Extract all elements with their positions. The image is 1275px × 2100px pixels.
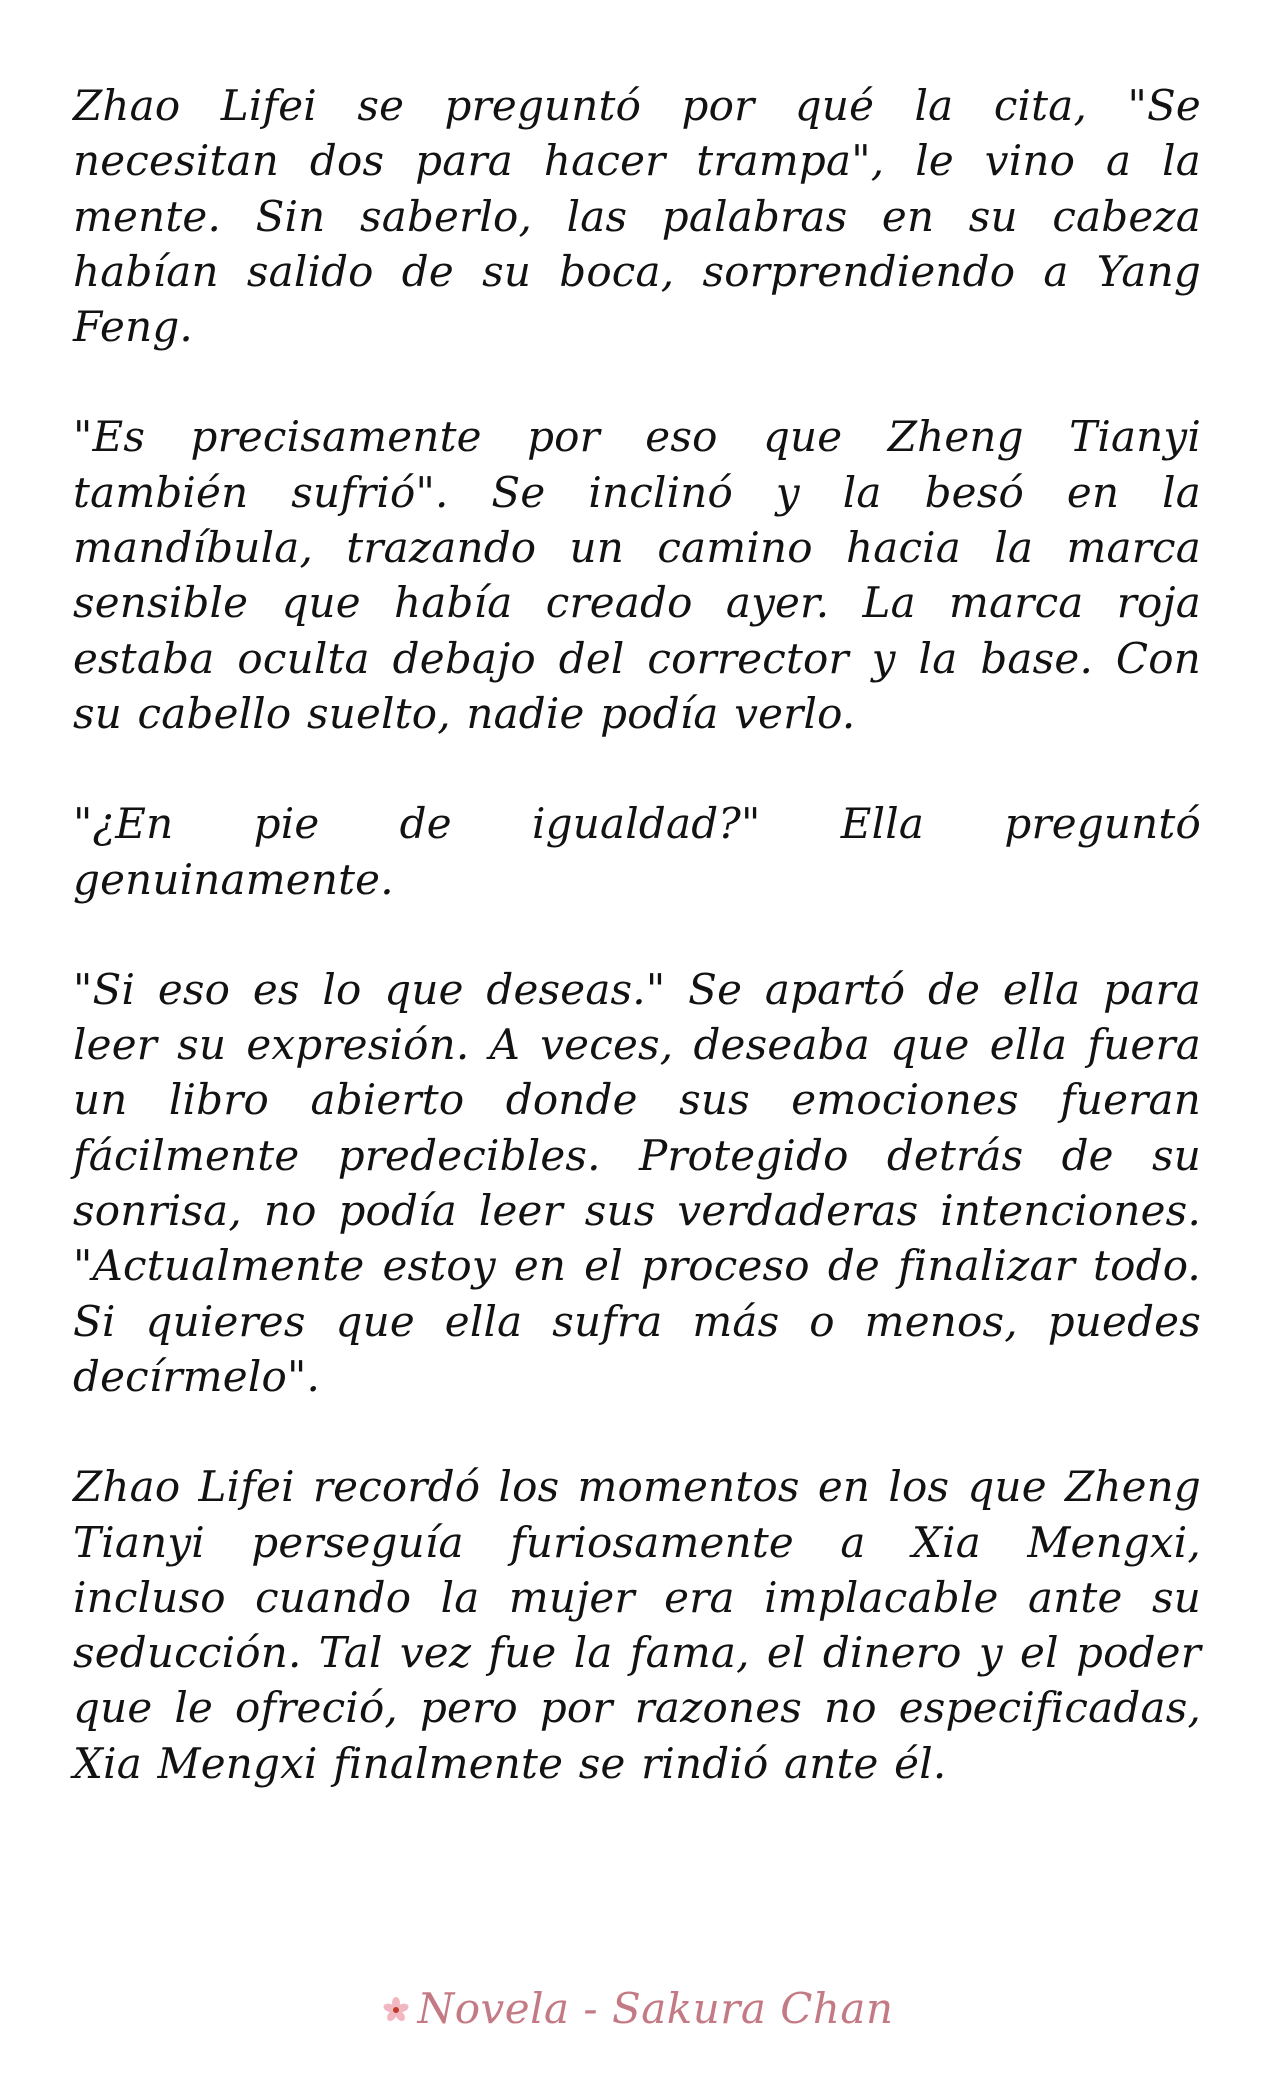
paragraph-4: "Si eso es lo que deseas." Se apartó de ella para leer su expresión. A veces, deseaba que ella fuera un libro abierto donde sus emociones fueran fácilmente predecibles. Protegido detrás de su sonrisa, no podía leer sus verdaderas intenciones. "Actualmente estoy en el proceso de finalizar todo. Si quieres que ella sufra más o menos, puedes decírmelo". (73, 964, 1201, 1401)
paragraph-5: Zhao Lifei recordó los momentos en los que Zheng Tianyi perseguía furiosamente a Xia Mengxi, incluso cuando la mujer era implacable ante su seducción. Tal vez fue la fama, el dinero y el poder que le ofreció, pero por razones no especificadas, Xia Mengxi finalmente se rindió ante él. (73, 1462, 1201, 1788)
watermark-text: Novela - Sakura Chan (417, 1984, 894, 2033)
story-text (73, 78, 1201, 1846)
paragraph-1: Zhao Lifei se preguntó por qué la cita, "Se necesitan dos para hacer trampa", le vino a la mente. Sin saberlo, las palabras en su cabeza habían salido de su boca, sorprendiendo a Yang Feng. (73, 81, 1201, 352)
watermark (0, 1984, 1275, 2033)
sakura-flower-icon (381, 1995, 411, 2025)
paragraph-2: "Es precisamente por eso que Zheng Tianyi también sufrió". Se inclinó y la besó en la mandíbula, trazando un camino hacia la marca sensible que había creado ayer. La marca roja estaba oculta debajo del corrector y la base. Con su cabello suelto, nadie podía verlo. (73, 412, 1201, 738)
paragraph-3: "¿En pie de igualdad?" Ella preguntó genuinamente. (73, 799, 1201, 904)
